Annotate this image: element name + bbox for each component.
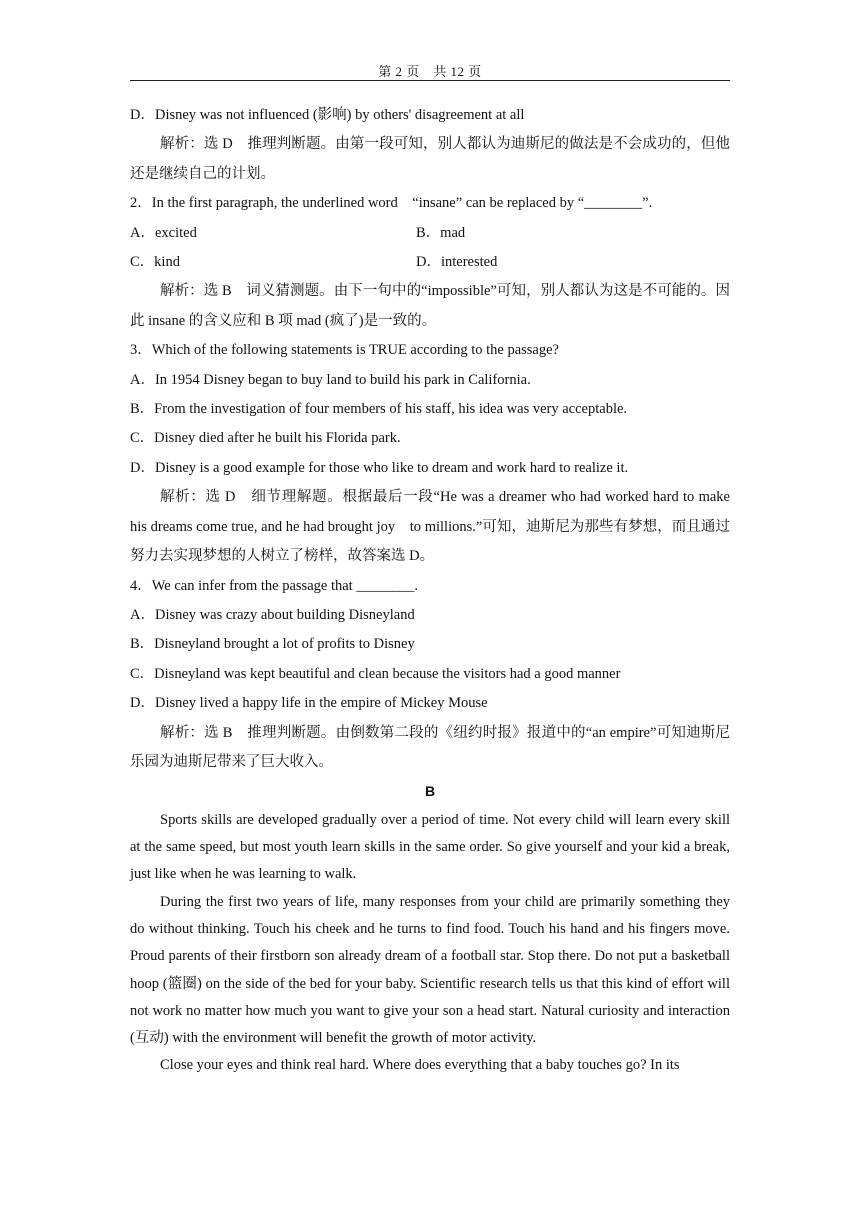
q1-analysis: 解析：选 D 推理判断题。由第一段可知，别人都认为迪斯尼的做法是不会成功的，但他还是继续自己的计划。 [130,136,730,182]
header-divider [130,80,730,81]
section-b-title: B [424,783,436,800]
q3-analysis: 解析：选 D 细节理解题。根据最后一段“He was a dreamer who had worked hard to make his dreams come true, and he had brought joy to millions.”可知，迪斯尼为那些有梦想，而且通过努力去实现梦想的人树立了榜样，故答案选 D。 [130,489,730,565]
q2-option-d: D．interested [416,254,498,271]
page-header: 第 2 页 共 12 页 [378,64,482,79]
document-body [130,101,730,1080]
q1-option-d: D．Disney was not influenced (影响) by others' disagreement at all [130,107,525,123]
q2-options-row-1 [130,219,730,248]
passage-paragraph-3: Close your eyes and think real hard. Where does everything that a baby touches go? In its [160,1057,680,1074]
q4-stem: 4．We can infer from the passage that ________. [130,577,418,594]
q3-option-d: D．Disney is a good example for those who like to dream and work hard to realize it. [130,459,629,476]
q4-option-d: D．Disney lived a happy life in the empire of Mickey Mouse [130,695,488,712]
q2-analysis: 解析：选 B 词义猜测题。由下一句中的“impossible”可知，别人都认为这是不可能的。因此 insane 的含义应和 B 项 mad (疯了)是一致的。 [130,283,730,329]
passage-paragraph-1: Sports skills are developed gradually over a period of time. Not every child will learn every skill at the same speed, but most youth learn skills in the same order. So give yourself and your kid a break, just like when he was learning to walk. [130,811,730,883]
q3-option-c: C．Disney died after he built his Florida park. [130,430,401,447]
q3-option-b: B．From the investigation of four members of his staff, his idea was very acceptable. [130,401,628,418]
q4-option-c: C．Disneyland was kept beautiful and clean because the visitors had a good manner [130,665,621,682]
q2-options-row-2 [130,248,730,277]
q2-option-a: A．excited [130,224,197,241]
q3-option-a: A．In 1954 Disney began to buy land to build his park in California. [130,371,531,388]
section-b-passage [130,807,730,1080]
q4-analysis: 解析：选 B 推理判断题。由倒数第二段的《纽约时报》报道中的“an empire”可知迪斯尼乐园为迪斯尼带来了巨大收入。 [130,724,730,770]
q2-stem: 2．In the first paragraph, the underlined word “insane” can be replaced by “________”. [130,195,653,212]
q4-option-b: B．Disneyland brought a lot of profits to Disney [130,636,415,653]
q2-option-b: B．mad [416,224,466,241]
q4-option-a: A．Disney was crazy about building Disneyland [130,606,415,623]
passage-paragraph-2: During the first two years of life, many responses from your child are primarily something they do without thinking. Touch his cheek and he turns to find food. Touch his hand and his fingers move. Proud parents of their firstborn son already dream of a football star. Stop there. Do not put a basketball hoop (篮圈) on the side of the bed for your baby. Scientific research tells us that this kind of effort will not work no matter how much you want to give your son a head start. Natural curiosity and interaction (互动) with the environment will benefit the growth of motor activity. [130,893,730,1047]
q2-option-c: C．kind [130,254,180,271]
q3-stem: 3．Which of the following statements is TRUE according to the passage? [130,342,559,359]
